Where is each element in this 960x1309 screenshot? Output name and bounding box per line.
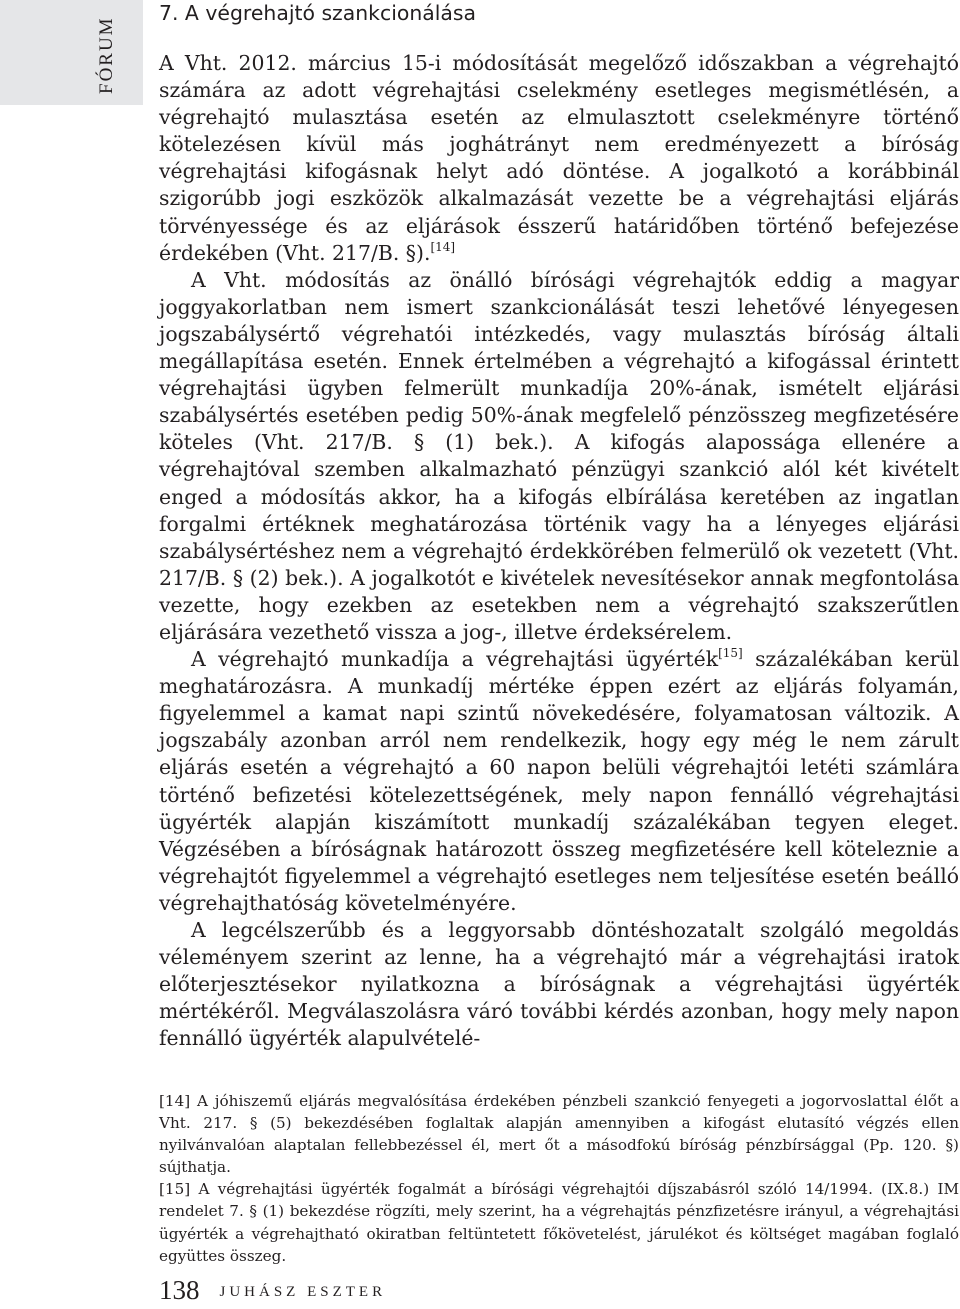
paragraph-text: A Vht. 2012. március 15-i módosítását megelőző időszakban a végrehajtó számára az adott végrehajtási cselekmény esetleges megismétlésén, a végrehajtó mulasztása esetén az elmulasztott cselekményre történő kötelezésen kívül más joghátrányt nem eredményezett a bíróság végrehajtási kifogásnak helyt adó döntése. A jogalkotó a korábbinál szigorúbb jogi eszközök alkalmazását vezette be a végrehajtási eljárás törvényessége és az eljárások ésszerű határidőben történő befejezése érdekében (Vht. 217/B. §). <box>159 51 959 265</box>
paragraph <box>159 917 959 1052</box>
paragraph-text: A Vht. módosítás az önálló bírósági végrehajtók eddig a magyar joggyakorlatban nem ismert szankcionálását teszi lehetővé lényegesen jogszabálysértő végrehatói intézkedés, vagy mulasztás bíróság általi megállapítása esetén. Ennek értelmében a végrehajtó a kifogással érintett végrehajtási ügyben felmerült munkadíja 20%-ának, ismételt eljárási szabálysértés esetében pedig 50%-ának megfelelő pénzösszeg megfizetésére köteles (Vht. 217/B. § (1) bek.). A kifogás alapossága ellenére a végrehajtóval szemben alkalmazható pénzügyi szankció alól két kivételt enged a módosítás akkor, ha a kifogás elbírálása keretében az ingatlan forgalmi értéknek meghatározása történik vagy ha a lényeges eljárási szabálysértéshez nem a végrehajtó érdekkörében felmerülő ok vezetett (Vht. 217/B. § (2) bek.). A jogalkotót e kivételek nevesítésekor annak megfontolása vezette, hogy ezekben az esetekben nem a végrehajtó szakszerűtlen eljárására vezethető vissza a jog-, illetve érdeksérelem. <box>159 267 959 644</box>
article-body <box>159 0 959 1052</box>
page-footer <box>159 1275 386 1309</box>
footnote: [14] A jóhiszemű eljárás megvalósítása érdekében pénzbeli szankció fenyegeti a jogorvoslattal élőt a Vht. 217. § (5) bekezdésében foglaltak alapján amennyiben a kifogást elutasító végzés ellen nyilvánvalóan alaptalan fellebbezéssel él, mert őt a másodfokú bíróság pénzbírsággal (Pp. 120. §) sújthatja. <box>159 1092 959 1177</box>
footnote: [15] A végrehajtási ügyérték fogalmát a bírósági végrehajtói díjszabásról szóló 14/1994. (IX.8.) IM rendelet 7. § (1) bekezdése rögzíti, mely szerint, ha a végrehajtás pénzfizetésre irányul, a végrehajtási ügyérték a végrehajtható okiratban feltüntetett főkövetelést, járulékot és költséget magában foglaló együttes összeg. <box>159 1180 959 1265</box>
section-tab-label: FÓRUM <box>96 16 117 94</box>
footnote-ref[interactable]: [14] <box>430 239 456 254</box>
paragraph <box>159 267 959 646</box>
paragraph <box>159 646 959 917</box>
section-tab <box>0 0 143 105</box>
paragraph <box>159 50 959 267</box>
section-heading: 7. A végrehajtó szankcionálása <box>159 1 477 25</box>
footnote-ref[interactable]: [15] <box>718 646 743 661</box>
paragraph-text: A végrehajtó munkadíja a végrehajtási ügyérték <box>191 647 719 672</box>
paragraph-text: A legcélszerűbb és a leggyorsabb döntéshozatalt szolgáló megoldás véleményem szerint az lenne, ha a végrehajtó már a végrehajtási iratok előterjesztésekor nyilatkozna a bíróságnak a végrehajtási ügyérték mértékéről. Megválaszolásra váró további kérdés azonban, hogy mely napon fennálló ügyérték alapulvételé- <box>159 918 959 1051</box>
paragraph-text: százalékában kerül meghatározásra. A munkadíj mértéke éppen ezért az eljárás folyamán, figyelemmel a kamat napi szintű növekedésére, folyamatosan változik. A jogszabály azonban arról nem rendelkezik, hogy egy még le nem zárult eljárás esetén a végrehajtó a 60 napon belüli végrehajtói letéti számlára történő befizetési kötelezettségének, mely napon fennálló végrehajtási ügyérték alapján kiszámított munkadíj százalékában tegyen eleget. Végzésében a bíróságnak határozott összeg megfizetésére kell köteleznie a végrehajtót figyelemmel a végrehajtó esetleges nem teljesítése esetén beálló végrehajthatóság követelményére. <box>159 647 960 915</box>
page-number: 138 <box>159 1275 200 1305</box>
footnotes <box>159 1090 959 1267</box>
running-author: JUHÁSZ ESZTER <box>219 1284 387 1300</box>
